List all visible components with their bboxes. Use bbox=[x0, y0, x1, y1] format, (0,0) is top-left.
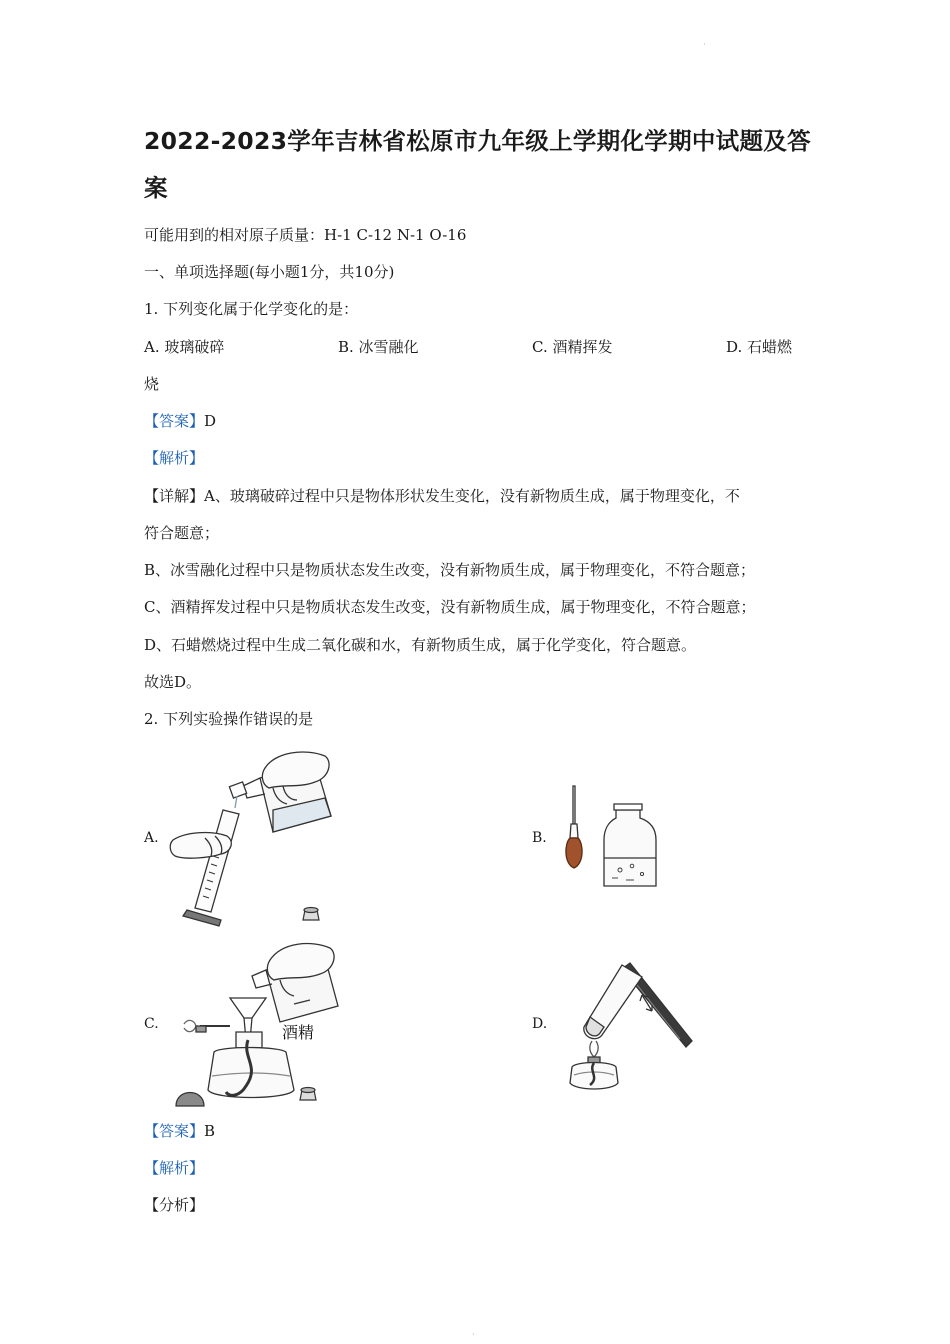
q1-detail-2: B、冰雪融化过程中只是物质状态发生改变，没有新物质生成，属于物理变化，不符合题意； bbox=[144, 561, 756, 579]
answer-value: D bbox=[204, 412, 217, 430]
q1-option-c: C. 酒精挥发 bbox=[532, 338, 613, 356]
q1-detail-4: D、石蜡燃烧过程中生成二氧化碳和水，有新物质生成，属于化学变化，符合题意。 bbox=[144, 636, 697, 654]
atomic-mass-line: 可能用到的相对原子质量：H-1 C-12 N-1 O-16 bbox=[144, 226, 467, 244]
alcohol-label: 酒精 bbox=[282, 1023, 315, 1042]
section-heading: 一、单项选择题(每小题1分，共10分) bbox=[144, 263, 395, 281]
q1-detail-1: 【详解】A、玻璃破碎过程中只是物体形状发生变化，没有新物质生成，属于物理变化，不 bbox=[144, 487, 740, 505]
q1-detail-1b: 符合题意； bbox=[144, 524, 220, 542]
question-1-stem: 1. 下列变化属于化学变化的是： bbox=[144, 300, 359, 318]
q2-answer bbox=[144, 1121, 215, 1141]
q1-option-a: A. 玻璃破碎 bbox=[144, 338, 225, 356]
figure-d-heating-test-tube-illustration bbox=[560, 955, 695, 1095]
answer-value: B bbox=[204, 1122, 216, 1140]
figure-c-alcohol-lamp-funnel-illustration bbox=[170, 940, 370, 1115]
decorative-dot: · bbox=[703, 40, 706, 50]
q2-analysis-tag: 【解析】 bbox=[144, 1159, 205, 1177]
q2-analysis2-tag: 【分析】 bbox=[144, 1196, 205, 1214]
q1-option-b: B. 冰雪融化 bbox=[338, 338, 419, 356]
figure-c-label: C. bbox=[144, 1016, 159, 1032]
question-2-stem: 2. 下列实验操作错误的是 bbox=[144, 710, 314, 728]
page-title: 2022-2023学年吉林省松原市九年级上学期化学期中试题及答案 bbox=[144, 127, 811, 202]
q1-answer bbox=[144, 411, 216, 431]
decorative-dot: · bbox=[472, 1330, 475, 1340]
q1-detail-3: C、酒精挥发过程中只是物质状态发生改变，没有新物质生成，属于物理变化，不符合题意； bbox=[144, 598, 756, 616]
answer-tag: 【答案】 bbox=[144, 1122, 205, 1140]
figure-b-dropper-bottle-illustration bbox=[560, 782, 660, 892]
figure-a-pouring-cylinder-illustration bbox=[165, 748, 340, 928]
q1-option-d: D. 石蜡燃 bbox=[726, 338, 793, 356]
figure-d-label: D. bbox=[532, 1016, 548, 1032]
figure-b-label: B. bbox=[532, 830, 547, 846]
figure-a-label: A. bbox=[144, 830, 159, 846]
q1-analysis-tag: 【解析】 bbox=[144, 449, 205, 467]
q1-conclusion: 故选D。 bbox=[144, 673, 202, 691]
q1-option-d-wrap: 烧 bbox=[144, 375, 160, 393]
answer-tag: 【答案】 bbox=[144, 412, 205, 430]
lamp-cap-icon bbox=[176, 1093, 204, 1107]
